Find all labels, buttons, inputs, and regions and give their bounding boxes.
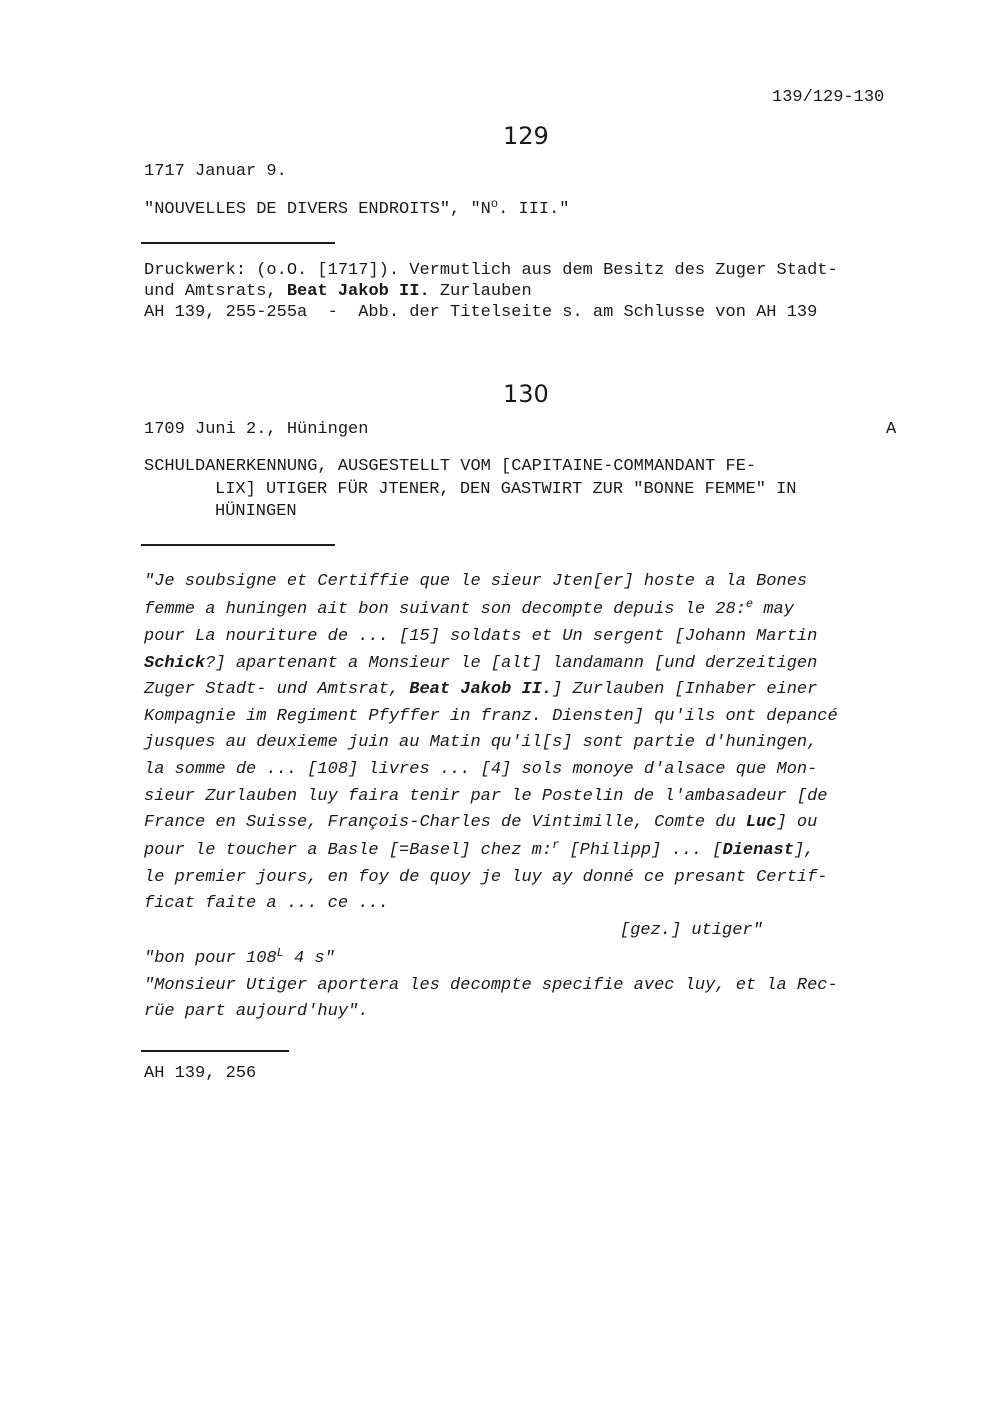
signature-line: [gez.] utiger"	[620, 921, 763, 940]
doc130-title-line-2: LIX] UTIGER FÜR JTENER, DEN GASTWIRT ZUR "BONNE FEMME" IN	[215, 480, 797, 499]
text-line: Kompagnie im Regiment Pfyffer in franz. Diensten] qu'ils ont depancé	[144, 707, 838, 726]
text-line: Schick?] apartenant a Monsieur le [alt] landamann [und derzeitigen	[144, 654, 818, 673]
text-line: la somme de ... [108] livres ... [4] sols monoye d'alsace que Mon-	[144, 760, 818, 779]
text-line: "Je soubsigne et Certiffie que le sieur Jten[er] hoste a la Bones	[144, 572, 808, 591]
text-line: "bon pour $108^L$ 4 s"	[144, 946, 335, 968]
doc130-date: 1709 Juni 2., Hüningen	[144, 420, 369, 439]
text-line: pour le toucher a Basle [=Basel] chez m:$^r$ [Philipp] ... [Dienast],	[144, 838, 815, 860]
doc129-source-line-3: AH 139, 255-255a - Abb. der Titelseite s. am Schlusse von AH 139	[144, 303, 818, 322]
doc129-source-line-2: und Amtsrats, Beat Jakob II. Zurlauben	[144, 282, 532, 301]
text-line: France en Suisse, François-Charles de Vintimille, Comte du Luc] ou	[144, 813, 818, 832]
doc130-source: AH 139, 256	[144, 1064, 257, 1083]
doc130-title-line-1: SCHULDANERKENNUNG, AUSGESTELLT VOM [CAPITAINE-COMMANDANT FE-	[144, 457, 757, 476]
text-line: le premier jours, en foy de quoy je luy ay donné ce presant Certif-	[144, 868, 828, 887]
divider	[141, 544, 335, 546]
page-reference: 139/129-130	[772, 88, 885, 107]
doc130-title-line-3: HÜNINGEN	[215, 502, 297, 521]
doc129-title: "NOUVELLES DE DIVERS ENDROITS", "$N^o$. III."	[144, 197, 570, 219]
text-line: "Monsieur Utiger aportera les decompte specifie avec luy, et la Rec-	[144, 976, 838, 995]
doc130-marker: A	[886, 420, 897, 439]
text-line: sieur Zurlauben luy faira tenir par le Postelin de l'ambasadeur [de	[144, 787, 828, 806]
document-number-130: 130	[503, 380, 549, 408]
document-number-129: 129	[503, 122, 549, 150]
doc129-date: 1717 Januar 9.	[144, 162, 287, 181]
doc129-source-line-1: Druckwerk: (o.O. [1717]). Vermutlich aus dem Besitz des Zuger Stadt-	[144, 261, 838, 280]
text-line: Zuger Stadt- und Amtsrat, Beat Jakob II.] Zurlauben [Inhaber einer	[144, 680, 818, 699]
divider	[141, 1050, 289, 1052]
text-line: femme a huningen ait bon suivant son decompte depuis le 28:$^e$ may	[144, 597, 794, 619]
text-line: pour La nouriture de ... [15] soldats et Un sergent [Johann Martin	[144, 627, 818, 646]
text-line: rüe part aujourd'huy".	[144, 1002, 369, 1021]
divider	[141, 242, 335, 244]
text-line: jusques au deuxieme juin au Matin qu'il[s] sont partie d'huningen,	[144, 733, 818, 752]
text-line: ficat faite a ... ce ...	[144, 894, 389, 913]
